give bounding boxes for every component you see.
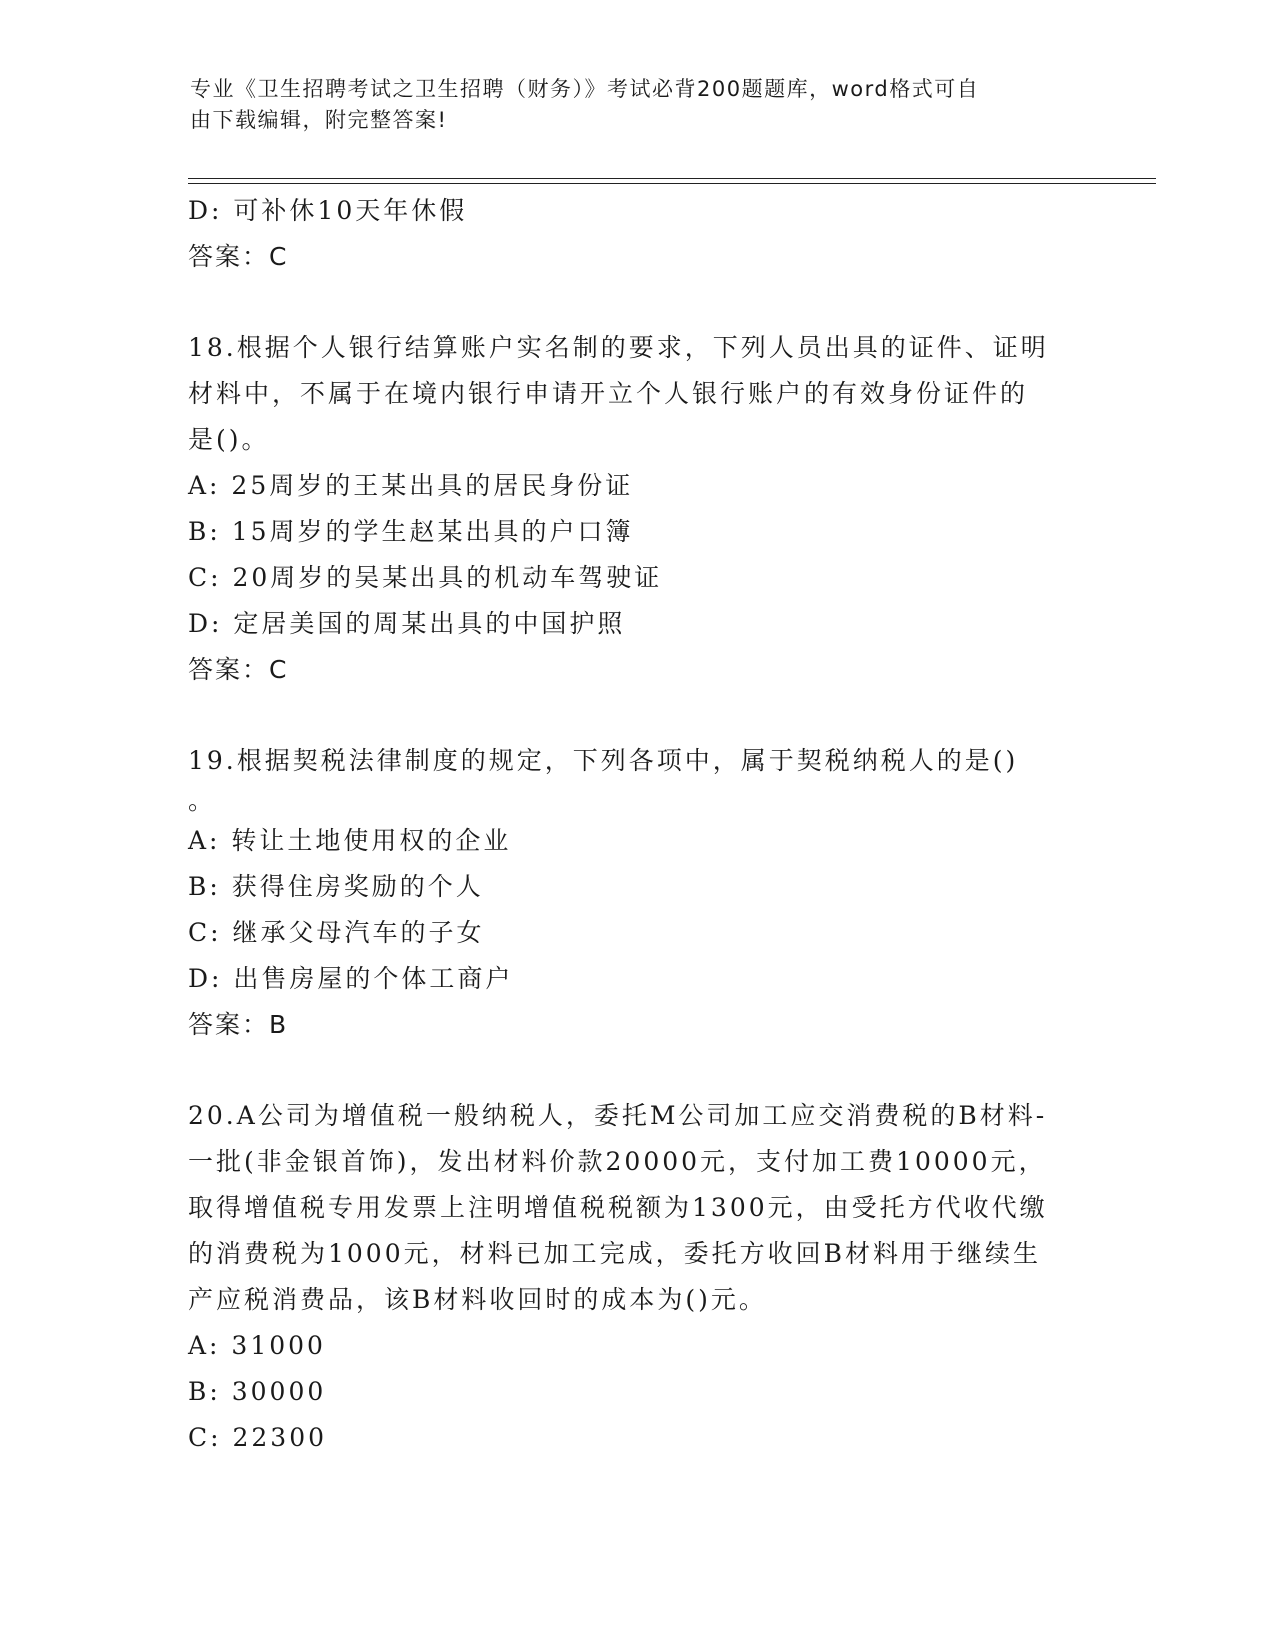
q18-stem-line: 18.根据个人银行结算账户实名制的要求，下列人员出具的证件、证明 [188, 333, 1049, 362]
q20-option-a: A: 31000 [188, 1331, 326, 1360]
q19-stem-line: 19.根据契税法律制度的规定，下列各项中，属于契税纳税人的是() [188, 746, 1019, 775]
q19-option-d: D: 出售房屋的个体工商户 [188, 964, 514, 993]
q18-answer: 答案：C [188, 655, 289, 684]
q20-stem-line: 一批(非金银首饰)，发出材料价款20000元，支付加工费10000元， [188, 1147, 1047, 1176]
q20-stem-line: 的消费税为1000元，材料已加工完成，委托方收回B材料用于继续生 [188, 1239, 1041, 1268]
q18-option-a: A: 25周岁的王某出具的居民身份证 [188, 471, 634, 500]
header-divider-top [188, 178, 1156, 179]
q17-answer: 答案：C [188, 242, 289, 271]
q20-stem [188, 1093, 1088, 1323]
q18-stem-line: 是()。 [188, 425, 270, 454]
document-header [190, 74, 1090, 136]
q18-option-c: C: 20周岁的吴某出具的机动车驾驶证 [188, 563, 663, 592]
spacer [188, 693, 1088, 738]
q20-stem-line: 产应税消费品，该B材料收回时的成本为()元。 [188, 1285, 767, 1314]
document-body [188, 188, 1088, 1461]
q19-option-b: B: 获得住房奖励的个人 [188, 872, 484, 901]
q18-stem [188, 325, 1088, 463]
q19-stem [188, 738, 1088, 818]
q20-stem-line: 取得增值税专用发票上注明增值税税额为1300元，由受托方代收代缴 [188, 1193, 1048, 1222]
q19-stem-line: 。 [188, 786, 217, 815]
q20-stem-line: 20.A公司为增值税一般纳税人，委托M公司加工应交消费税的B材料- [188, 1101, 1048, 1130]
spacer [188, 280, 1088, 325]
header-line-2: 由下载编辑，附完整答案! [190, 108, 448, 132]
q17-option-d: D: 可补休10天年休假 [188, 196, 468, 225]
spacer [188, 1048, 1088, 1093]
q19-answer: 答案：B [188, 1010, 289, 1039]
q18-stem-line: 材料中，不属于在境内银行申请开立个人银行账户的有效身份证件的 [188, 379, 1029, 408]
q18-option-d: D: 定居美国的周某出具的中国护照 [188, 609, 626, 638]
q18-option-b: B: 15周岁的学生赵某出具的户口簿 [188, 517, 634, 546]
q20-option-b: B: 30000 [188, 1377, 327, 1406]
header-divider-bottom [188, 183, 1156, 184]
q19-option-a: A: 转让土地使用权的企业 [188, 826, 512, 855]
header-line-1: 专业《卫生招聘考试之卫生招聘（财务）》考试必背200题题库，word格式可自 [190, 77, 980, 101]
q20-option-c: C: 22300 [188, 1423, 328, 1452]
q19-option-c: C: 继承父母汽车的子女 [188, 918, 485, 947]
